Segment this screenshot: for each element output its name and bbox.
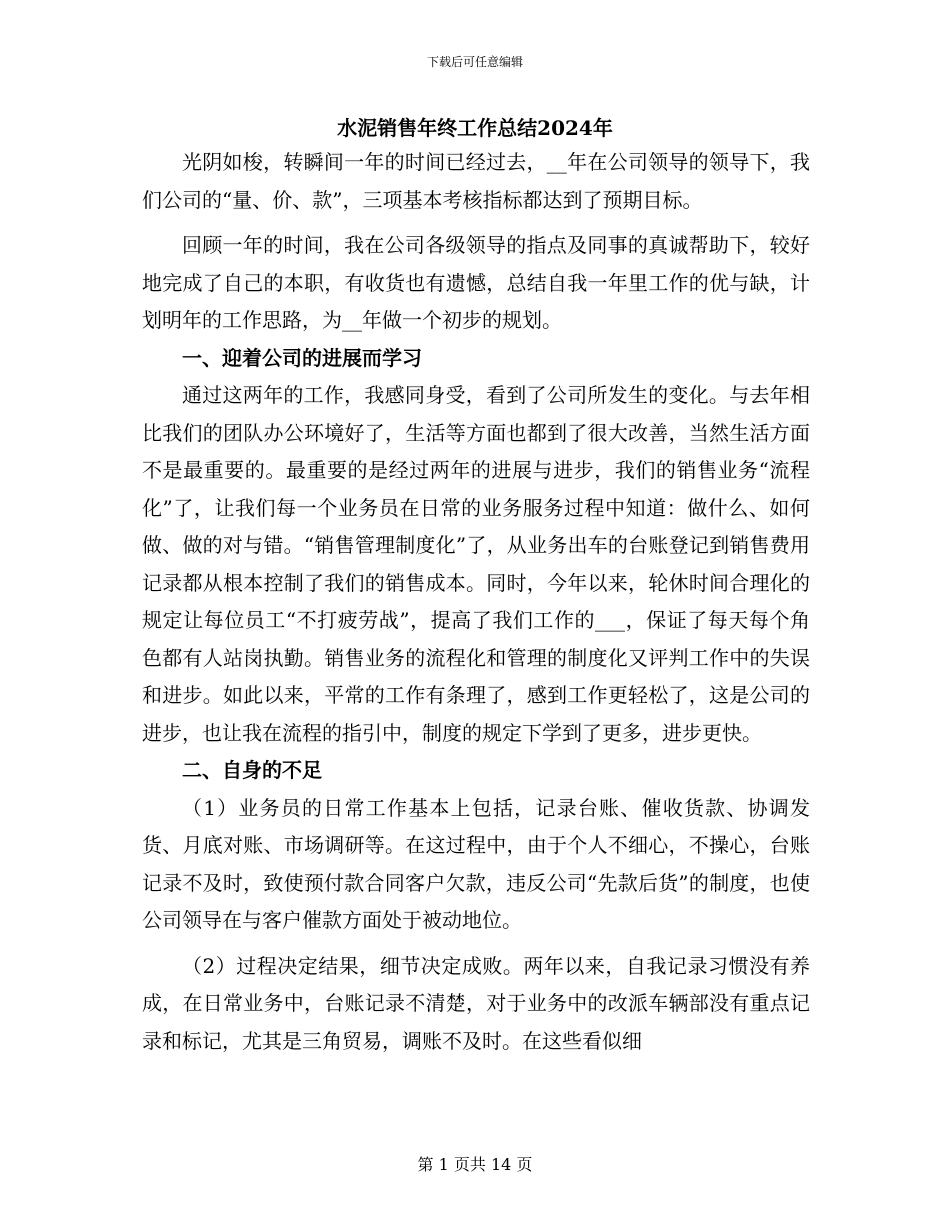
paragraph-review: 回顾一年的时间，我在公司各级领导的指点及同事的真诚帮助下，较好地完成了自己的本职，有收货也有遗憾，总结自我一年里工作的优与缺，计划明年的工作思路，为__年做一个初步的规划。 [142, 233, 810, 332]
paragraph-learning: 通过这两年的工作，我感同身受，看到了公司所发生的变化。与去年相比我们的团队办公环境好了，生活等方面也都到了很大改善，当然生活方面不是最重要的。最重要的是经过两年的进展与进步，我们的销售业务“流程化”了，让我们每一个业务员在日常的业务服务过程中知道：做什么、如何做、做的对与错。“销售管理制度化”了，从业务出车的台账登记到销售费用记录都从根本控制了我们的销售成本。同时，今年以来，轮休时间合理化的规定让每位员工“不打疲劳战”，提高了我们工作的___，保证了每天每个角色都有人站岗执勤。销售业务的流程化和管理的制度化又评判工作中的失误和进步。如此以来，平常的工作有条理了，感到工作更轻松了，这是公司的进步，也让我在流程的指引中，制度的规定下学到了更多，进步更快。 [142, 383, 810, 745]
section-heading-learning: 一、迎着公司的进展而学习 [182, 345, 422, 370]
paragraph-shortcoming-1: （1）业务员的日常工作基本上包括，记录台账、催收货款、协调发货、月底对账、市场调研等。在这过程中，由于个人不细心，不操心，台账记录不及时，致使预付款合同客户欠款，违反公司“先款后货”的制度，也使公司领导在与客户催款方面处于被动地位。 [142, 795, 810, 932]
paragraph-intro: 光阴如梭，转瞬间一年的时间已经过去，__年在公司领导的领导下，我们公司的“量、价、款”，三项基本考核指标都达到了预期目标。 [142, 150, 810, 212]
paragraph-shortcoming-2: （2）过程决定结果，细节决定成败。两年以来，自我记录习惯没有养成，在日常业务中，台账记录不清楚，对于业务中的改派车辆部没有重点记录和标记，尤其是三角贸易，调账不及时。在这些看似细 [142, 953, 810, 1053]
page-header: 下载后可任意编辑 [426, 55, 523, 69]
document-body [142, 144, 810, 1060]
section-heading-shortcomings: 二、自身的不足 [182, 758, 322, 782]
page-number: 第 1 页共 14 页 [417, 1155, 533, 1174]
document-title: 水泥销售年终工作总结2024年 [337, 116, 613, 140]
